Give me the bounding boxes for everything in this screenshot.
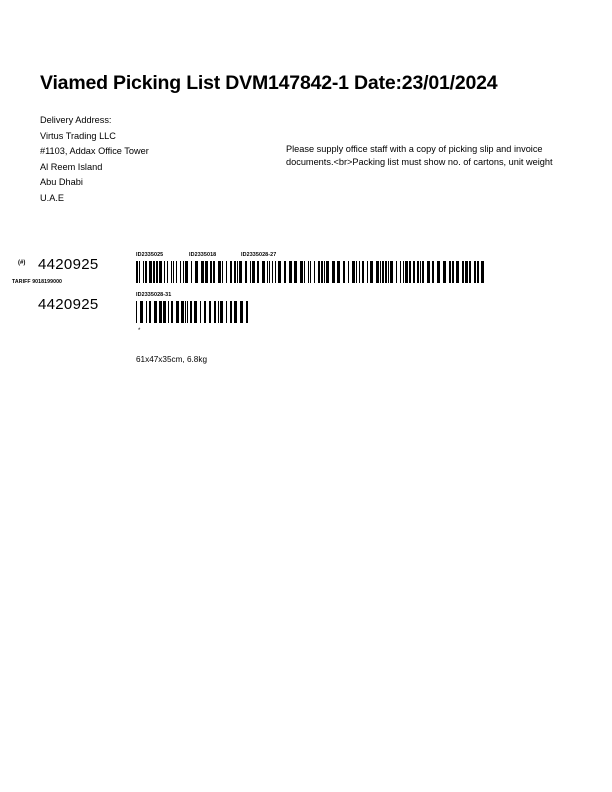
supply-notes-line: documents.<br>Packing list must show no. of cartons, unit weight: [286, 157, 553, 167]
supply-notes-block: [286, 143, 612, 169]
delivery-address-heading: Delivery Address:: [40, 115, 112, 125]
barcode-image: [136, 261, 484, 283]
picking-item-row: [0, 252, 612, 292]
item-code: 4420925: [38, 296, 99, 313]
barcode-label: ID2335028-31: [136, 292, 172, 298]
picking-item-row: [0, 292, 612, 332]
barcode-label-row: [136, 252, 484, 261]
delivery-address-line: #1103, Addax Office Tower: [40, 146, 149, 157]
barcode-label-row: [136, 292, 248, 301]
delivery-address-line: Abu Dhabi: [40, 177, 83, 188]
delivery-address-block: [40, 113, 149, 207]
barcode-group: [136, 292, 248, 323]
carton-dimensions: 61x47x35cm, 6.8kg: [136, 355, 208, 364]
item-code: 4420925: [38, 256, 99, 273]
supply-notes-line: Please supply office staff with a copy of picking slip and invoice: [286, 144, 543, 154]
barcode-label: ID2335018: [189, 252, 217, 258]
tariff-code: TARIFF 9018199000: [12, 279, 63, 285]
barcode-label: ID2335028-27: [241, 252, 277, 258]
barcode-label: ID2335025: [136, 252, 164, 258]
delivery-address-line: U.A.E: [40, 192, 64, 203]
delivery-address-line: Virtus Trading LLC: [40, 130, 116, 141]
asterisk-mark: *: [138, 328, 141, 334]
delivery-address-line: Al Reem Island: [40, 161, 103, 172]
barcode-group: [136, 252, 484, 283]
barcode-image: [136, 301, 248, 323]
pound-mark: (#): [18, 260, 26, 266]
page-title: Viamed Picking List DVM147842-1 Date:23/01/2024: [40, 72, 498, 94]
